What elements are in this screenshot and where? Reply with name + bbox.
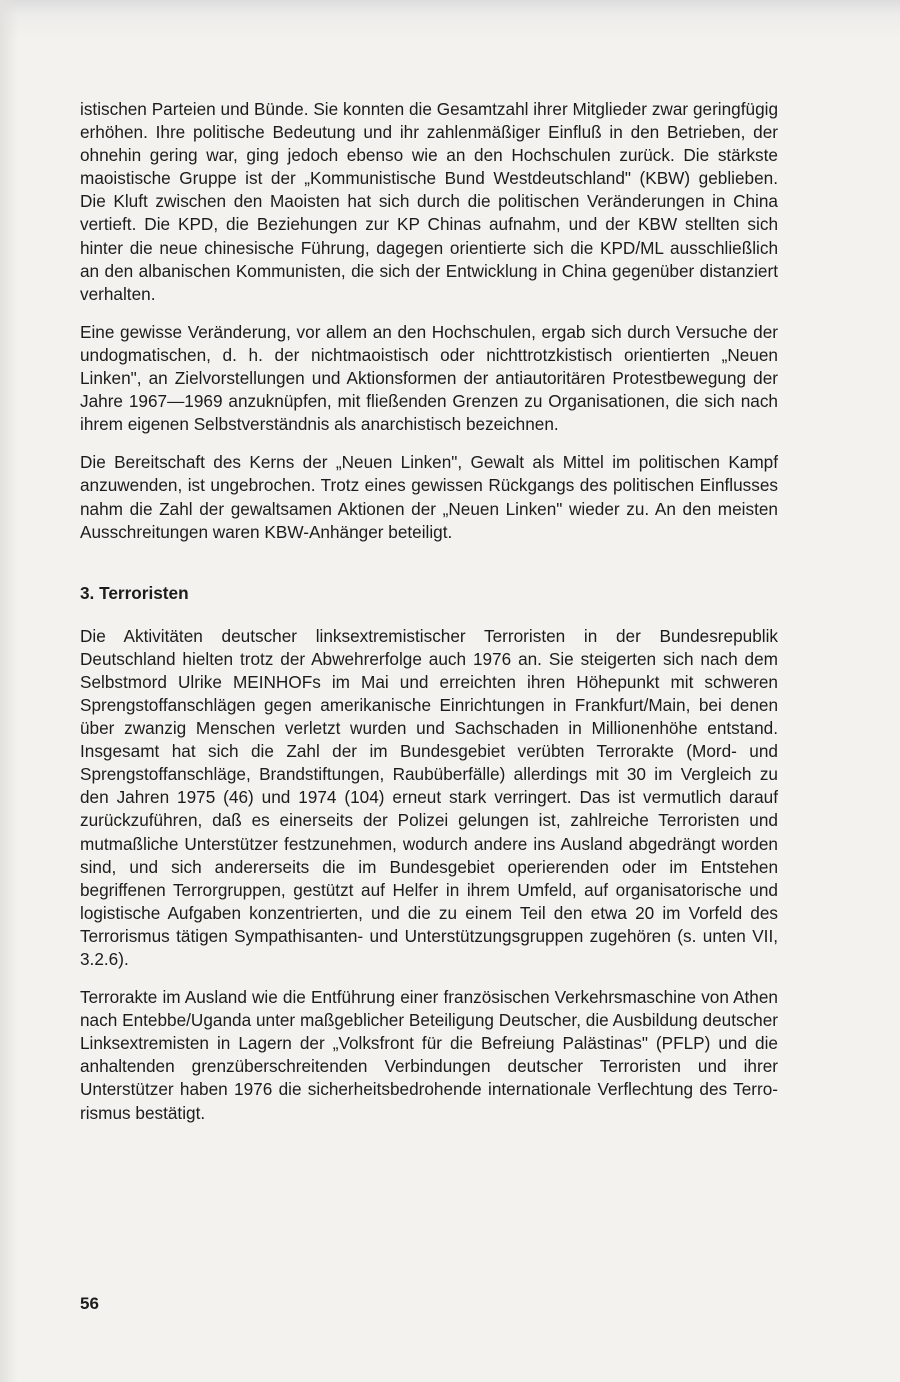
paragraph-maoist-groups: istischen Parteien und Bünde. Sie konnten die Gesamtzahl ihrer Mitglieder zwar geringfügig erhöhen. Ihre politische Bedeutung und ihr zahlenmäßiger Einfluß in den Betrieben, der ohnehin gering war, ging jedoch ebenso wie an den Hochschulen zurück. Die stärkste maoistische Gruppe ist der „Kommunistische Bund Westdeutschland" (KBW) geblieben. Die Kluft zwischen den Maoisten hat sich durch die politischen Veränderungen in China vertieft. Die KPD, die Beziehungen zur KP Chinas aufnahm, und der KBW stellten sich hinter die neue chinesische Führung, dagegen orientierte sich die KPD/ML ausschließlich an den albanischen Kommunisten, die sich der Entwicklung in China gegenüber distanziert verhalten.: [80, 99, 778, 304]
page-body: [80, 98, 778, 1125]
paragraph-new-left: Eine gewisse Veränderung, vor allem an den Hochschulen, ergab sich durch Versuche der undogmatischen, d. h. der nichtmaoistisch oder nichttrotzkistisch orientierten „Neuen Linken", an Zielvorstellungen und Aktionsformen der antiautoritären Protestbewegung der Jahre 1967—1969 anzuknüpfen, mit fließenden Grenzen zu Organisationen, die sich nach ihrem eigenen Selbstverständnis als anarchistisch bezeichnen.: [80, 321, 778, 435]
paragraph-terror-abroad: Terrorakte im Ausland wie die Entführung einer französischen Verkehrsmaschine von Athen nach Entebbe/Uganda unter maßgeblicher Beteiligung Deutscher, die Ausbildung deutscher Linksextremisten in Lagern der „Volksfront für die Befreiung Palästinas" (PFLP) und die anhaltenden grenzüberschreitenden Verbindungen deutscher Terroristen und ihrer Unterstützer haben 1976 die sicherheitsbedrohende internationale Verflechtung des Terrorismus bestätigt.: [80, 987, 778, 1123]
scan-shadow: [0, 0, 18, 1382]
page-number: 56: [80, 1294, 99, 1313]
paragraph-violence: Die Bereitschaft des Kerns der „Neuen Linken", Gewalt als Mittel im politischen Kampf anzuwenden, ist ungebrochen. Trotz eines gewissen Rückgangs des politischen Einflusses nahm die Zahl der gewaltsamen Aktionen der „Neuen Linken" wieder zu. An den meisten Ausschreitungen waren KBW-Anhänger beteiligt.: [80, 452, 778, 542]
section-heading-terrorists: 3. Terroristen: [80, 582, 189, 603]
paragraph-terrorist-activities: Die Aktivitäten deutscher linksextremistischer Terroristen in der Bundesrepublik Deutschland hielten trotz der Abwehrerfolge auch 1976 an. Sie steigerten sich nach dem Selbstmord Ulrike MEINHOFs im Mai und erreichten ihren Höhepunkt mit schweren Sprengstoffanschlägen gegen amerikanische Einrichtungen in Frankfurt/Main, bei denen über zwanzig Menschen verletzt wurden und Sachschaden in Millionenhöhe entstand. Insgesamt hat sich die Zahl der im Bundesgebiet verübten Terrorakte (Mord- und Sprengstoffanschläge, Brandstiftungen, Raubüberfälle) allerdings mit 30 im Vergleich zu den Jahren 1975 (46) und 1974 (104) erneut stark verringert. Das ist vermutlich darauf zurückzuführen, daß es einerseits der Polizei gelungen ist, zahlreiche Terroristen und mutmaßliche Unterstützer festzunehmen, wodurch andere ins Ausland abgedrängt worden sind, und sich andererseits die im Bundesgebiet operierenden oder im Entstehen begriffenen Terrorgruppen, gestützt auf Helfer in ihrem Umfeld, auf organisatorische und logistische Aufgaben konzentrierten, und die zu einem Teil den etwa 20 im Vorfeld des Terrorismus tätigen Sympathisanten- und Unterstützungsgruppen zugehören (s. unten VII, 3.2.6).: [80, 625, 778, 969]
